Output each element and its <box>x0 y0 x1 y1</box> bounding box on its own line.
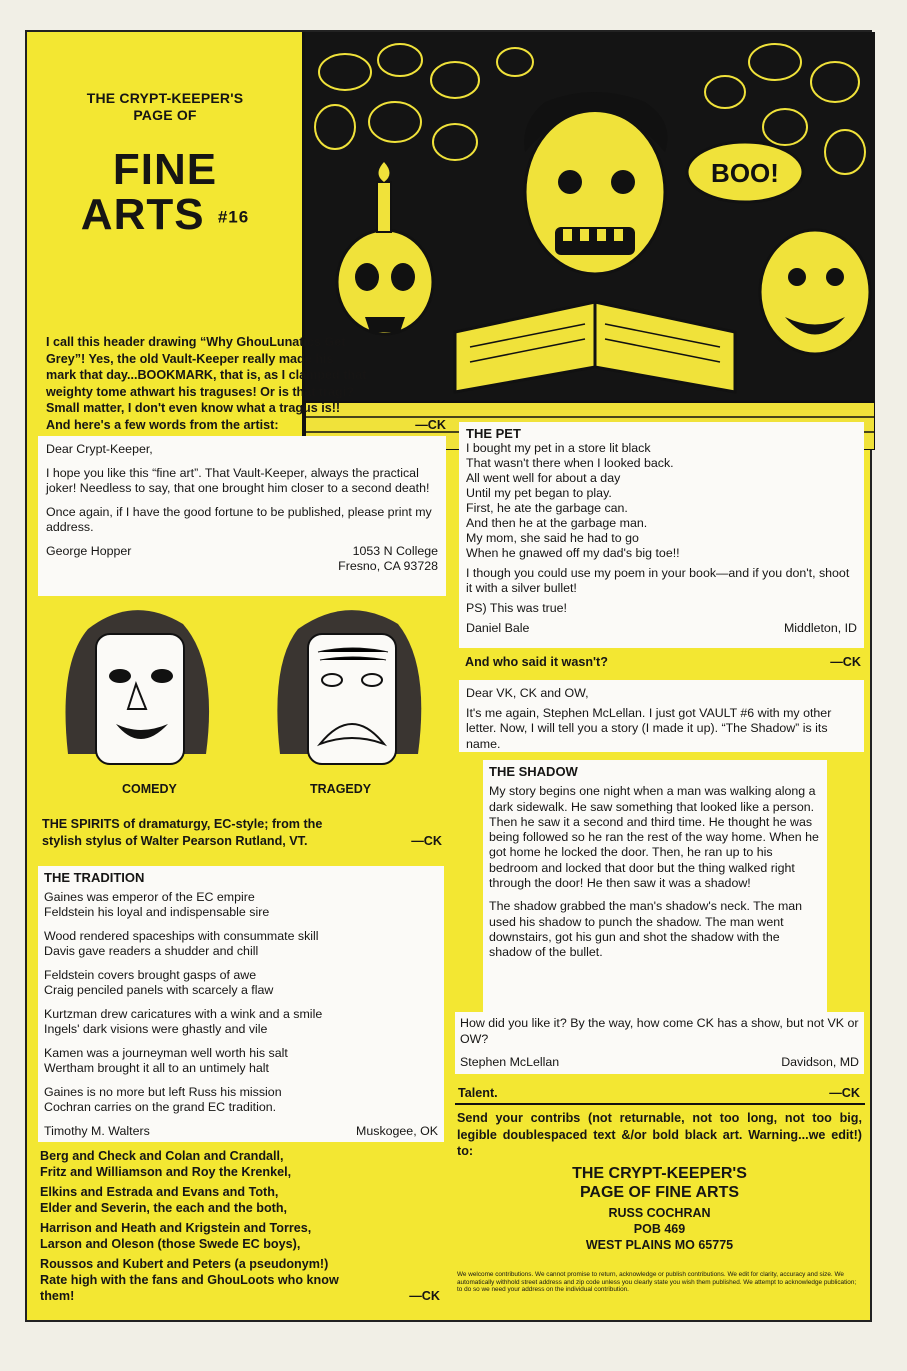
pet-line: First, he ate the garbage can. <box>466 501 628 515</box>
pet-line: I bought my pet in a store lit black <box>466 441 651 455</box>
intro-line <box>46 417 446 434</box>
ck-poem-line: Elkins and Estrada and Evans and Toth, <box>40 1185 279 1199</box>
address-line-2: PAGE OF FINE ARTS <box>579 1184 740 1201</box>
spirits-sign: —CK <box>411 833 442 848</box>
ck-poem-line: them! <box>40 1289 75 1303</box>
hopper-address-2: Fresno, CA 93728 <box>338 559 438 573</box>
comedy-tragedy-faces <box>58 604 444 804</box>
hopper-paragraph-2: Once again, if I have the good fortune to be published, please print my address. <box>46 504 432 534</box>
ck-poem-sign: —CK <box>409 1289 440 1303</box>
poem-line: Ingels' dark visions were ghastly and vile <box>44 1022 268 1036</box>
mclellan-salutation: Dear VK, CK and OW, <box>466 686 589 700</box>
title-fine: FINE <box>112 145 218 194</box>
intro-line: mark that day...BOOKMARK, that is, as I clamped that <box>46 368 367 382</box>
poem-line: Gaines was emperor of the EC empire <box>44 889 255 904</box>
mailing-address <box>457 1164 862 1253</box>
intro-line: weighty tome athwart his traguses! Or is that tragi? <box>46 384 354 399</box>
mclellan-letter-intro <box>459 680 864 752</box>
hopper-address <box>338 544 438 575</box>
title-arts-word: ARTS <box>80 190 205 239</box>
poem-line: Craig penciled panels with scarcely a flaw <box>44 983 274 997</box>
title-kicker-2: PAGE OF <box>133 107 197 123</box>
ck-poem <box>40 1148 440 1304</box>
ck-poem-line: Rate high with the fans and GhouLoots who know <box>40 1273 339 1287</box>
hopper-signature <box>46 544 438 575</box>
pet-name: Daniel Bale <box>466 621 530 635</box>
tradition-signature <box>44 1124 438 1140</box>
mclellan-place: Davidson, MD <box>781 1055 859 1069</box>
tradition-stanza <box>44 890 438 921</box>
ck-poem-line: Berg and Check and Colan and Crandall, <box>40 1149 284 1163</box>
hopper-letter <box>38 436 446 596</box>
ck-poem-line: Larson and Oleson (those Swede EC boys), <box>40 1237 301 1251</box>
spirits-caption <box>42 816 442 849</box>
poem-line: Kurtzman drew caricatures with a wink and a smile <box>44 1006 323 1021</box>
fine-print: We welcome contributions. We cannot promise to return, acknowledge or publish contributions. We edit for clarity, accuracy and size. We automatically withhold street address and zip code unless you clearly state you wish them published. We attempt to acknowledge publication; to do so we need your address on the individual contribution. <box>457 1271 857 1294</box>
address-line-4: POB 469 <box>633 1222 686 1236</box>
hopper-paragraph-1: I hope you like this “fine art”. That Vault-Keeper, always the practical joker! Needless to say, that one brought him closer to a second death! <box>46 465 430 495</box>
pet-place: Middleton, ID <box>783 621 857 635</box>
ck-poem-line: Roussos and Kubert and Peters (a pseudonym!) <box>40 1257 329 1271</box>
intro-line: Grey”! Yes, the old Vault-Keeper really made his <box>46 351 334 366</box>
tragedy-label: TRAGEDY <box>310 782 372 796</box>
mclellan-name: Stephen McLellan <box>460 1055 560 1069</box>
mclellan-signature <box>460 1055 859 1071</box>
send-instructions: Send your contribs (not returnable, not too long, not too big, legible doublespaced text &/or bold black art. Warning...we edit!) to: <box>457 1111 862 1158</box>
shadow-story <box>483 760 827 1012</box>
spirits-line-2-row <box>42 833 442 850</box>
mclellan-reply-text: Talent. <box>458 1086 498 1100</box>
intro-note <box>46 334 446 433</box>
poem-line: Gaines is no more but left Russ his mission <box>44 1084 282 1099</box>
comedy-label: COMEDY <box>122 782 177 796</box>
poem-line: Cochran carries on the grand EC tradition. <box>44 1100 277 1114</box>
pet-line: All went well for about a day <box>466 471 621 485</box>
tradition-stanza <box>44 1085 438 1116</box>
hopper-salutation: Dear Crypt-Keeper, <box>46 442 153 456</box>
tradition-stanza <box>44 1046 438 1077</box>
title-block <box>40 90 290 240</box>
tradition-place: Muskogee, OK <box>356 1123 438 1138</box>
pet-ps: PS) This was true! <box>466 601 567 615</box>
pet-signature <box>466 621 857 636</box>
tradition-title: THE TRADITION <box>44 870 145 885</box>
poem-line: Kamen was a journeyman well worth his salt <box>44 1045 288 1060</box>
pet-line: Until my pet began to play. <box>466 486 612 500</box>
ck-poem-line: Fritz and Williamson and Roy the Krenkel, <box>40 1165 292 1179</box>
hopper-name: George Hopper <box>46 543 132 558</box>
mclellan-paragraph-1: It's me again, Stephen McLellan. I just got VAULT #6 with my other letter. Now, I will tell you a story (I made it up). “The Shadow” is its name. <box>466 705 832 751</box>
address-line-5: WEST PLAINS MO 65775 <box>585 1238 734 1252</box>
tragedy-face <box>277 610 421 764</box>
tradition-name: Timothy M. Walters <box>44 1123 150 1138</box>
ck-poem-last-row <box>40 1288 440 1304</box>
mclellan-reply-sign: —CK <box>829 1086 860 1100</box>
title-arts <box>40 192 290 240</box>
poem-line: Davis gave readers a shudder and chill <box>44 944 259 958</box>
shadow-title: THE SHADOW <box>489 764 578 779</box>
spirits-line-1: THE SPIRITS of dramaturgy, EC-style; from the <box>42 817 323 831</box>
pet-line: That wasn't there when I looked back. <box>466 456 674 470</box>
mclellan-paragraph-2: How did you like it? By the way, how come CK has a show, but not VK or OW? <box>460 1016 859 1046</box>
poem-line: Wood rendered spaceships with consummate skill <box>44 928 319 943</box>
boo-speech: BOO! <box>711 158 779 188</box>
pet-letter <box>459 422 864 648</box>
ck-poem-line: Elder and Severin, the each and the both, <box>40 1201 288 1215</box>
mclellan-reply <box>458 1085 860 1102</box>
address-line-3: RUSS COCHRAN <box>608 1206 711 1220</box>
intro-line: I call this header drawing “Why GhouLunatics Get <box>46 335 346 349</box>
tradition-poem <box>38 866 444 1142</box>
intro-line-last: And here's a few words from the artist: <box>46 417 279 432</box>
intro-line: Small matter, I don't even know what a tragus is!! <box>46 401 341 415</box>
pet-reply-sign: —CK <box>830 655 861 669</box>
pet-title: THE PET <box>466 426 521 441</box>
intro-sign: —CK <box>415 417 446 432</box>
shadow-paragraph-1: My story begins one night when a man was walking along a dark sidewalk. He saw something that looked like a person. Then he saw it a second and third time. He thought he was being followed so he ran the rest of the way home. When he got home he locked the door. Then, he ran up to his bedroom and locked that door but the thing walked right through the door! He then saw it was a shadow! <box>489 784 819 891</box>
faces-drawing <box>58 604 444 774</box>
pet-line: My mom, she said he had to go <box>466 531 639 545</box>
tradition-stanza <box>44 968 438 999</box>
ck-poem-line: Harrison and Heath and Krigstein and Torres, <box>40 1221 312 1235</box>
pet-reply <box>465 654 861 671</box>
shadow-paragraph-2: The shadow grabbed the man's shadow's neck. The man used his shadow to punch the shadow. The man went downstairs, got his gun and shot the shadow with the shadow of the bullet. <box>489 899 803 960</box>
spirits-line-2: stylish stylus of Walter Pearson Rutland, VT. <box>42 833 308 848</box>
poem-line: Wertham brought it all to an untimely halt <box>44 1061 269 1075</box>
divider <box>455 1103 865 1105</box>
pet-line: When he gnawed off my dad's big toe!! <box>466 546 680 560</box>
hopper-address-1: 1053 N College <box>352 543 438 558</box>
pet-paragraph: I though you could use my poem in your book—and if you don't, shoot it with a silver bullet! <box>466 566 850 595</box>
comedy-face <box>66 610 210 764</box>
poem-line: Feldstein his loyal and indispensable sire <box>44 905 270 919</box>
tradition-stanza <box>44 929 438 960</box>
pet-reply-text: And who said it wasn't? <box>465 655 608 669</box>
poem-line: Feldstein covers brought gasps of awe <box>44 967 257 982</box>
mclellan-letter-closing <box>455 1012 864 1074</box>
address-line-1: THE CRYPT-KEEPER'S <box>572 1165 747 1182</box>
title-kicker-1: THE CRYPT-KEEPER'S <box>86 90 244 106</box>
pet-line: And then he at the garbage man. <box>466 516 648 530</box>
issue-number: #16 <box>217 207 250 227</box>
tradition-stanza <box>44 1007 438 1038</box>
